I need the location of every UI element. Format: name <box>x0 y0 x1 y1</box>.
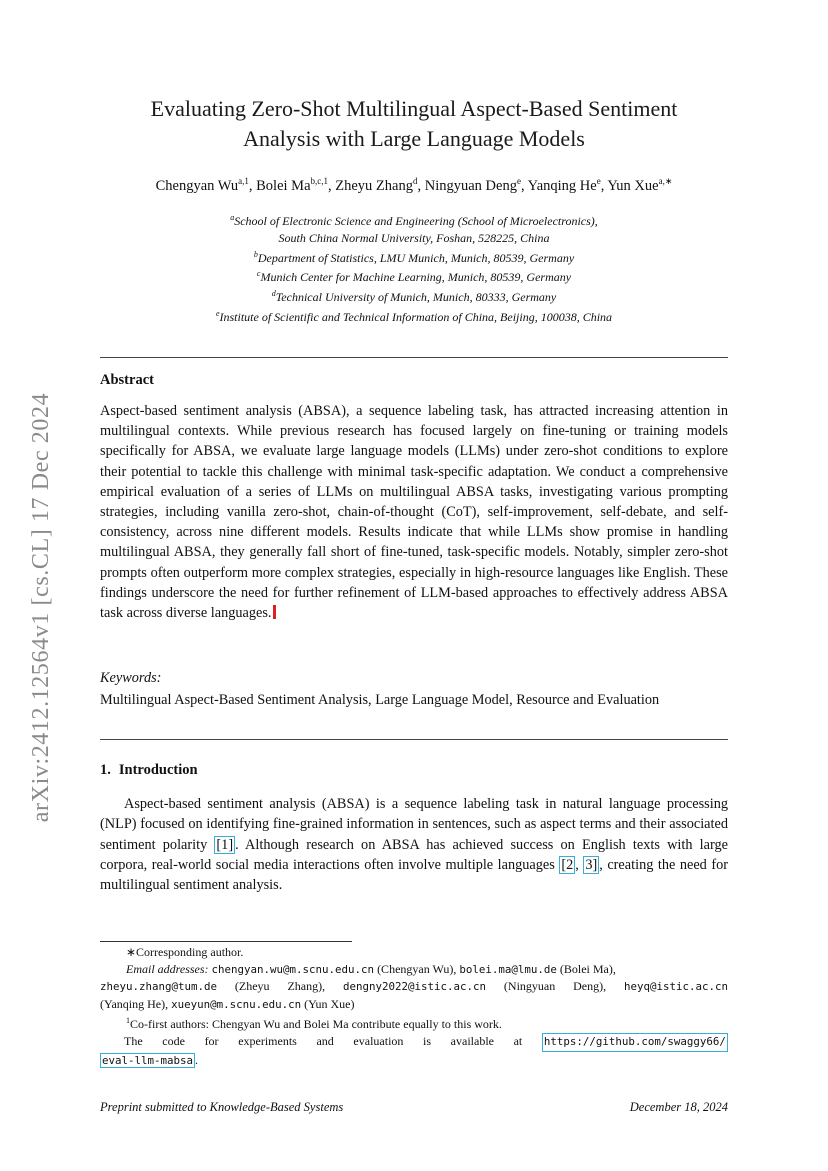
author: Yanqing He$^e$ <box>527 176 601 194</box>
keywords-bottom-rule <box>100 739 728 740</box>
paper-title <box>100 94 728 154</box>
abstract-top-rule <box>100 357 728 358</box>
footer-venue: Preprint submitted to Knowledge-Based Systems <box>100 1100 344 1114</box>
footnote-code: The code for experiments and evaluation is available at https://github.com/swaggy66/ <box>100 1033 728 1052</box>
author: Ningyuan Deng$^e$ <box>424 176 521 194</box>
footnote-cofirst: $^1$Co-first authors: Chengyan Wu and Bolei Ma contribute equally to this work. <box>126 1016 502 1032</box>
citation-link-3[interactable]: 3] <box>585 856 598 873</box>
footnote-emails: Email addresses: chengyan.wu@m.scnu.edu.cn (Chengyan Wu), bolei.ma@lmu.de (Bolei Ma), <box>126 961 616 976</box>
affiliation-a: $^a$School of Electronic Science and Engineering (School of Microelectronics), <box>230 213 598 228</box>
footnote-code-cont: eval-llm-mabsa . <box>102 1052 199 1067</box>
footnote-corresponding: ∗Corresponding author. <box>126 945 244 959</box>
text-cursor-marker <box>273 605 276 619</box>
citation-link-2[interactable]: [2 <box>561 856 574 873</box>
email-link[interactable]: chengyan.wu@m.scnu.edu.cn <box>211 962 375 976</box>
page-footer <box>100 1100 728 1115</box>
affiliation-d: $^d$Technical University of Munich, Munich, 80333, Germany <box>271 289 557 305</box>
email-link[interactable]: xueyun@m.scnu.edu.cn <box>171 997 302 1011</box>
author: Zheyu Zhang$^d$ <box>335 176 418 194</box>
affiliation-a-cont: South China Normal University, Foshan, 528225, China <box>278 230 550 245</box>
code-url-link[interactable]: https://github.com/swaggy66/ <box>542 1033 728 1052</box>
code-url-link-cont[interactable]: eval-llm-mabsa <box>102 1053 194 1067</box>
footnote-emails-end: (Yanqing He), xueyun@m.scnu.edu.cn (Yun Xue) <box>100 996 355 1011</box>
citation-link-1[interactable]: [1] <box>216 836 234 853</box>
author: Chengyan Wu$^{a,1}$ <box>155 176 249 194</box>
affiliation-b: $^b$Department of Statistics, LMU Munich, Munich, 80539, Germany <box>253 249 575 265</box>
footnote-rule <box>100 941 352 942</box>
footnote-emails-cont: zheyu.zhang@tum.de (Zheyu Zhang), dengny2022@istic.ac.cn (Ningyuan Deng), heyq@istic.ac.cn <box>100 979 729 994</box>
arxiv-identifier: arXiv:2412.12564v1 [cs.CL] 17 Dec 2024 <box>28 392 55 822</box>
abstract-heading: Abstract <box>100 372 154 388</box>
affiliations <box>100 210 728 326</box>
author: Bolei Ma$^{b,c,1}$ <box>256 176 329 194</box>
email-link[interactable]: dengny2022@istic.ac.cn <box>343 980 487 994</box>
title-line-1: Evaluating Zero-Shot Multilingual Aspect-Based Sentiment <box>150 96 678 121</box>
footer-date: December 18, 2024 <box>629 1100 728 1114</box>
footnotes <box>100 944 728 1069</box>
keywords-text: Multilingual Aspect-Based Sentiment Analysis, Large Language Model, Resource and Evaluation <box>100 692 660 708</box>
affiliation-e: $^e$Institute of Scientific and Technical Information of China, Beijing, 100038, China <box>215 308 613 324</box>
arxiv-stamp <box>22 362 62 852</box>
section-number: 1. <box>100 762 111 778</box>
abstract-body: Aspect-based sentiment analysis (ABSA), a sequence labeling task, has attracted increasing attention in multilingual contexts. While previous research has focused largely on fine-tuning or training models specifically for ABSA, we evaluate large language models (LLMs) under zero-shot conditions to explore their potential to tackle this challenge with minimal task-specific adaptation. We conduct a comprehensive empirical evaluation of a series of LLMs on multilingual ABSA tasks, investigating various prompting strategies, including vanilla zero-shot, chain-of-thought (CoT), self-improvement, self-debate, and self-consistency, across nine different models. Results indicate that while LLMs show promise in handling multilingual ABSA, they generally fall short of fine-tuned, task-specific models. Notably, simpler zero-shot prompts often outperform more complex strategies, especially in high-resource languages like English. These findings underscore the need for further refinement of LLM-based approaches to effectively address ABSA task across diverse languages. <box>100 403 728 622</box>
keywords-label: Keywords: <box>100 670 162 686</box>
email-link[interactable]: zheyu.zhang@tum.de <box>100 980 218 994</box>
title-line-2: Analysis with Large Language Models <box>243 126 585 151</box>
section-heading-introduction <box>100 762 198 779</box>
section-title: Introduction <box>118 762 198 778</box>
author: Yun Xue$^{a,∗}$ <box>607 176 673 194</box>
introduction-paragraph: Aspect-based sentiment analysis (ABSA) is a sequence labeling task in natural language processing (NLP) focused on identifying fine-grained information in sentences, such as aspect terms and their associated sentiment polarity [1] . Although research on ABSA has achieved success on English texts with large corpora, real-world social media interactions often involve multiple languages [2 , 3] , creating the need for multilingual sentiment analysis. <box>100 796 728 894</box>
email-link[interactable]: heyq@istic.ac.cn <box>624 980 729 994</box>
affiliation-c: $^c$Munich Center for Machine Learning, Munich, 80539, Germany <box>256 269 572 285</box>
email-link[interactable]: bolei.ma@lmu.de <box>459 962 557 976</box>
author-list: Chengyan Wu$^{a,1}$, Bolei Ma$^{b,c,1}$, Zheyu Zhang$^d$, Ningyuan Deng$^e$, Yanqing He$^e$, Yun Xue$^{a,∗}$ <box>155 176 673 194</box>
